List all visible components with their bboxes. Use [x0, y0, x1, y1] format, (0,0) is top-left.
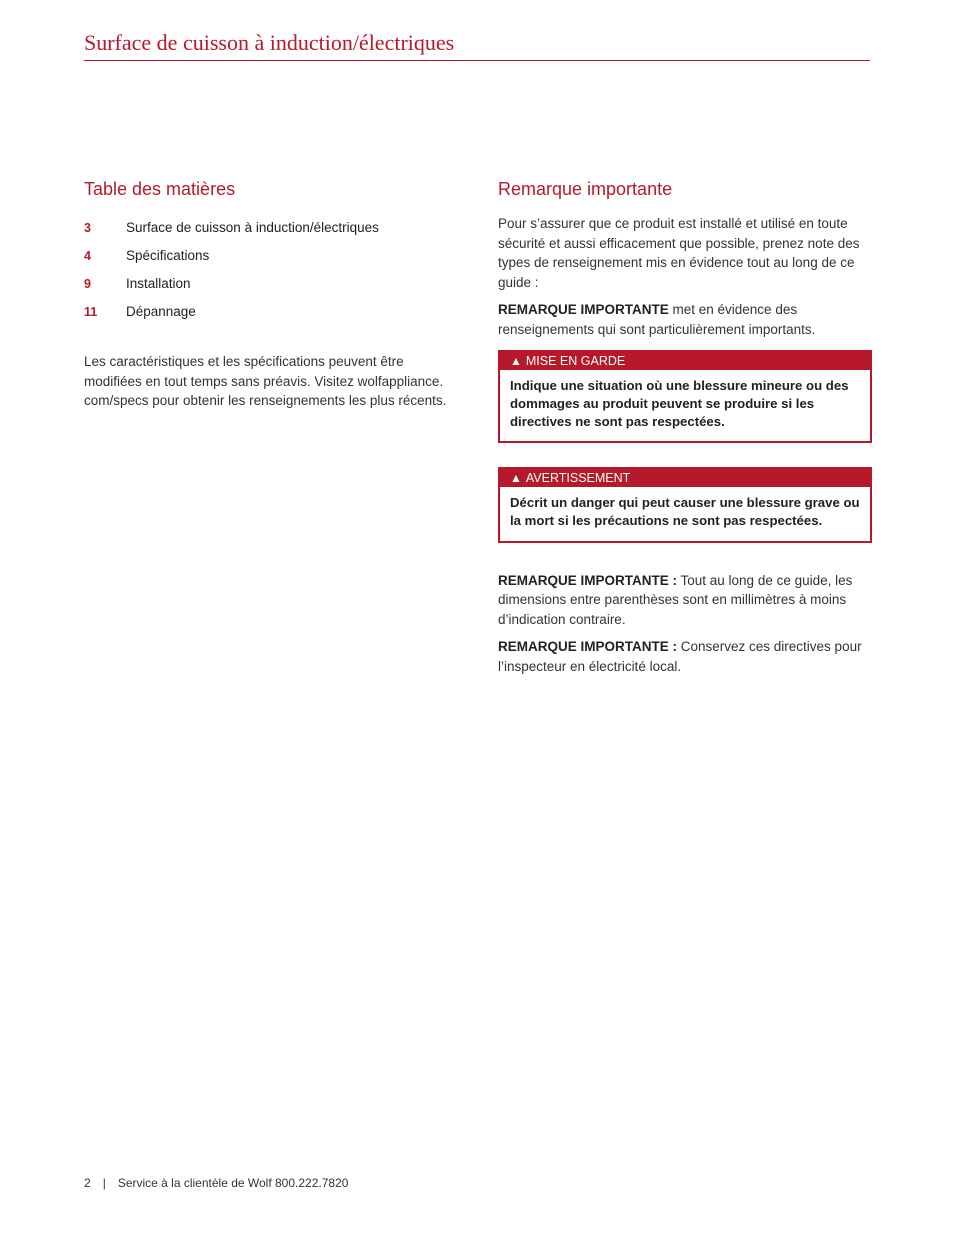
- footer-contact: Service à la clientèle de Wolf 800.222.7820: [117, 1176, 349, 1190]
- warning-triangle-icon: ▲: [510, 353, 522, 368]
- page-title: Surface de cuisson à induction/électriques: [84, 30, 455, 55]
- caution-header: [500, 352, 870, 370]
- toc-item[interactable]: [84, 270, 464, 298]
- caution-text: Indique une situation où une blessure mineure ou des dommages au produit peuvent se produire si les directives ne sont pas respectées.: [510, 377, 849, 429]
- toc-item[interactable]: [84, 214, 464, 242]
- toc-page-number: 11: [84, 305, 98, 319]
- important-note-text: Conservez ces directives pour l’inspecteur en électricité local.: [498, 639, 862, 674]
- important-note-dimensions: [498, 571, 872, 630]
- notice-title: Remarque importante: [498, 179, 673, 199]
- page-header: [84, 30, 870, 61]
- toc-list: [84, 214, 464, 326]
- notice-intro: Pour s’assurer que ce produit est installé et utilisé en toute sécurité et aussi efficacement que possible, prenez note des types de renseignement mis en évidence tout au long de ce guide :: [498, 216, 860, 290]
- footer-separator: |: [102, 1176, 106, 1190]
- caution-label: MISE EN GARDE: [525, 353, 626, 368]
- specs-note: Les caractéristiques et les spécifications peuvent être modifiées en tout temps sans préavis. Visitez wolfappliance. com/specs pour obtenir les renseignements les plus récents.: [84, 354, 447, 409]
- toc-label: Installation: [126, 276, 191, 291]
- toc-title: Table des matières: [84, 179, 236, 199]
- important-notes: [498, 571, 872, 677]
- toc-item[interactable]: [84, 242, 464, 270]
- page-number: 2: [84, 1176, 91, 1190]
- caution-box: [498, 350, 872, 444]
- important-label: REMARQUE IMPORTANTE :: [498, 572, 677, 588]
- toc-label: Dépannage: [126, 304, 196, 319]
- important-note-text: Tout au long de ce guide, les dimensions entre parenthèses sont en millimètres à moins d’indication contraire.: [498, 572, 853, 627]
- important-note-inspector: [498, 637, 872, 676]
- warning-label: AVERTISSEMENT: [525, 471, 631, 486]
- warning-triangle-icon: ▲: [510, 471, 522, 486]
- important-label: REMARQUE IMPORTANTE :: [498, 639, 677, 655]
- important-definition: [498, 300, 872, 339]
- toc-item[interactable]: [84, 298, 464, 326]
- toc-page-number: 4: [84, 249, 91, 263]
- toc-page-number: 9: [84, 277, 91, 291]
- page-footer: [84, 1175, 348, 1191]
- important-notice-section: [498, 178, 872, 685]
- toc-page-number: 3: [84, 221, 91, 235]
- important-text: met en évidence des renseignements qui sont particulièrement importants.: [498, 302, 816, 337]
- table-of-contents: [84, 178, 464, 419]
- warning-header: [500, 469, 870, 487]
- warning-box: [498, 467, 872, 542]
- important-label: REMARQUE IMPORTANTE: [498, 302, 669, 318]
- toc-label: Spécifications: [126, 248, 210, 263]
- warning-text: Décrit un danger qui peut causer une blessure grave ou la mort si les précautions ne sont pas respectées.: [510, 495, 860, 529]
- toc-label: Surface de cuisson à induction/électriques: [126, 220, 379, 235]
